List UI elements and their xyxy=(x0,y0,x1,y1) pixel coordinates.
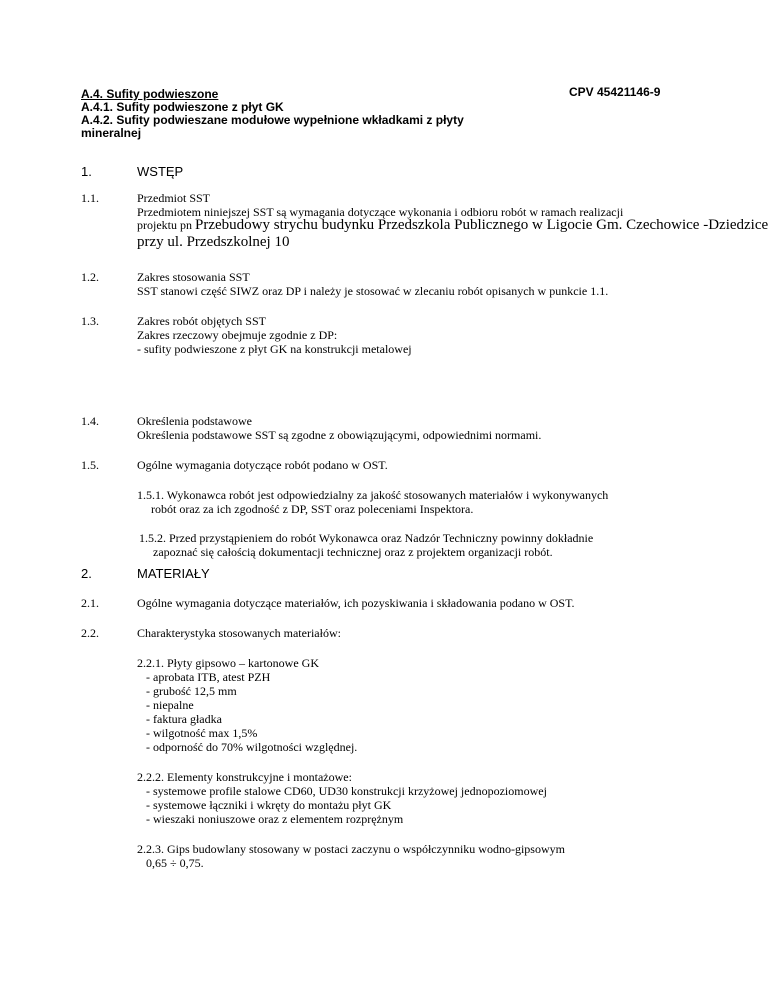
section-2-1-number: 2.1. xyxy=(81,596,99,610)
section-1-1-line3: przy ul. Przedszkolnej 10 xyxy=(137,234,290,250)
list-item: - aprobata ITB, atest PZH xyxy=(146,670,271,684)
section-1-3-title: Zakres robót objętych SST xyxy=(137,314,266,328)
section-2-number: 2. xyxy=(81,566,92,581)
paragraph-1-5-2-line2: zapoznać się całością dokumentacji technicznej oraz z projektem organizacji robót. xyxy=(153,545,553,559)
list-item: - faktura gładka xyxy=(146,712,222,726)
section-1-4-title: Określenia podstawowe xyxy=(137,414,252,428)
paragraph-2-2-3-line2: 0,65 ÷ 0,75. xyxy=(146,856,204,870)
list-item: - wieszaki noniuszowe oraz z elementem rozprężnym xyxy=(146,812,404,826)
section-1-1-line1: Przedmiotem niniejszej SST są wymagania dotyczące wykonania i odbioru robót w ramach realizacji xyxy=(137,205,624,219)
section-2-2-number: 2.2. xyxy=(81,626,99,640)
section-1-4-line1: Określenia podstawowe SST są zgodne z obowiązującymi, odpowiednimi normami. xyxy=(137,428,542,442)
list-item: - wilgotność max 1,5% xyxy=(146,726,258,740)
section-1-1-line2 xyxy=(137,218,768,232)
section-1-1-line2-prefix: projektu pn xyxy=(137,218,195,232)
section-1-5-number: 1.5. xyxy=(81,458,99,472)
section-1-2-number: 1.2. xyxy=(81,270,99,284)
section-1-1-title: Przedmiot SST xyxy=(137,191,211,205)
section-1-3-number: 1.3. xyxy=(81,314,99,328)
section-1-4-number: 1.4. xyxy=(81,414,99,428)
section-1-5-title: Ogólne wymagania dotyczące robót podano w OST. xyxy=(137,458,388,472)
section-1-1-number: 1.1. xyxy=(81,191,99,205)
paragraph-2-2-1-title: 2.2.1. Płyty gipsowo – kartonowe GK xyxy=(137,656,319,670)
list-item: - odporność do 70% wilgotności względnej. xyxy=(146,740,358,754)
section-2-1-title: Ogólne wymagania dotyczące materiałów, ich pozyskiwania i składowania podano w OST. xyxy=(137,596,575,610)
subchapter-2: A.4.2. Sufity podwieszane modułowe wypełnione wkładkami z płyty xyxy=(81,113,464,127)
section-1-2-title: Zakres stosowania SST xyxy=(137,270,250,284)
subchapter-1: A.4.1. Sufity podwieszone z płyt GK xyxy=(81,100,284,114)
section-1-3-line2: - sufity podwieszone z płyt GK na konstrukcji metalowej xyxy=(137,342,412,356)
paragraph-2-2-2-title: 2.2.2. Elementy konstrukcyjne i montażowe: xyxy=(137,770,352,784)
section-1-3-line1: Zakres rzeczowy obejmuje zgodnie z DP: xyxy=(137,328,338,342)
paragraph-2-2-3-line1: 2.2.3. Gips budowlany stosowany w postaci zaczynu o współczynniku wodno-gipsowym xyxy=(137,842,565,856)
cpv-code: CPV 45421146-9 xyxy=(569,85,661,99)
paragraph-1-5-2-line1: 1.5.2. Przed przystąpieniem do robót Wykonawca oraz Nadzór Techniczny powinny dokładnie xyxy=(139,531,594,545)
project-name: Przebudowy strychu budynku Przedszkola Publicznego w Ligocie Gm. Czechowice -Dziedzice xyxy=(195,217,768,233)
section-1-2-line1: SST stanowi część SIWZ oraz DP i należy je stosować w zlecaniu robót opisanych w punkcie 1.1. xyxy=(137,284,609,298)
list-item: - systemowe łączniki i wkręty do montażu płyt GK xyxy=(146,798,392,812)
subchapter-2-continued: mineralnej xyxy=(81,126,142,140)
list-item: - niepalne xyxy=(146,698,194,712)
paragraph-1-5-1-line2: robót oraz za ich zgodność z DP, SST oraz poleceniami Inspektora. xyxy=(151,502,474,516)
section-2-title: MATERIAŁY xyxy=(137,566,210,581)
paragraph-1-5-1-line1: 1.5.1. Wykonawca robót jest odpowiedzialny za jakość stosowanych materiałów i wykonywanych xyxy=(137,488,609,502)
section-1-title: WSTĘP xyxy=(137,164,184,179)
list-item: - grubość 12,5 mm xyxy=(146,684,237,698)
chapter-title: A.4. Sufity podwieszone xyxy=(81,87,219,101)
list-item: - systemowe profile stalowe CD60, UD30 konstrukcji krzyżowej jednopoziomowej xyxy=(146,784,547,798)
section-2-2-title: Charakterystyka stosowanych materiałów: xyxy=(137,626,341,640)
section-1-number: 1. xyxy=(81,164,92,179)
